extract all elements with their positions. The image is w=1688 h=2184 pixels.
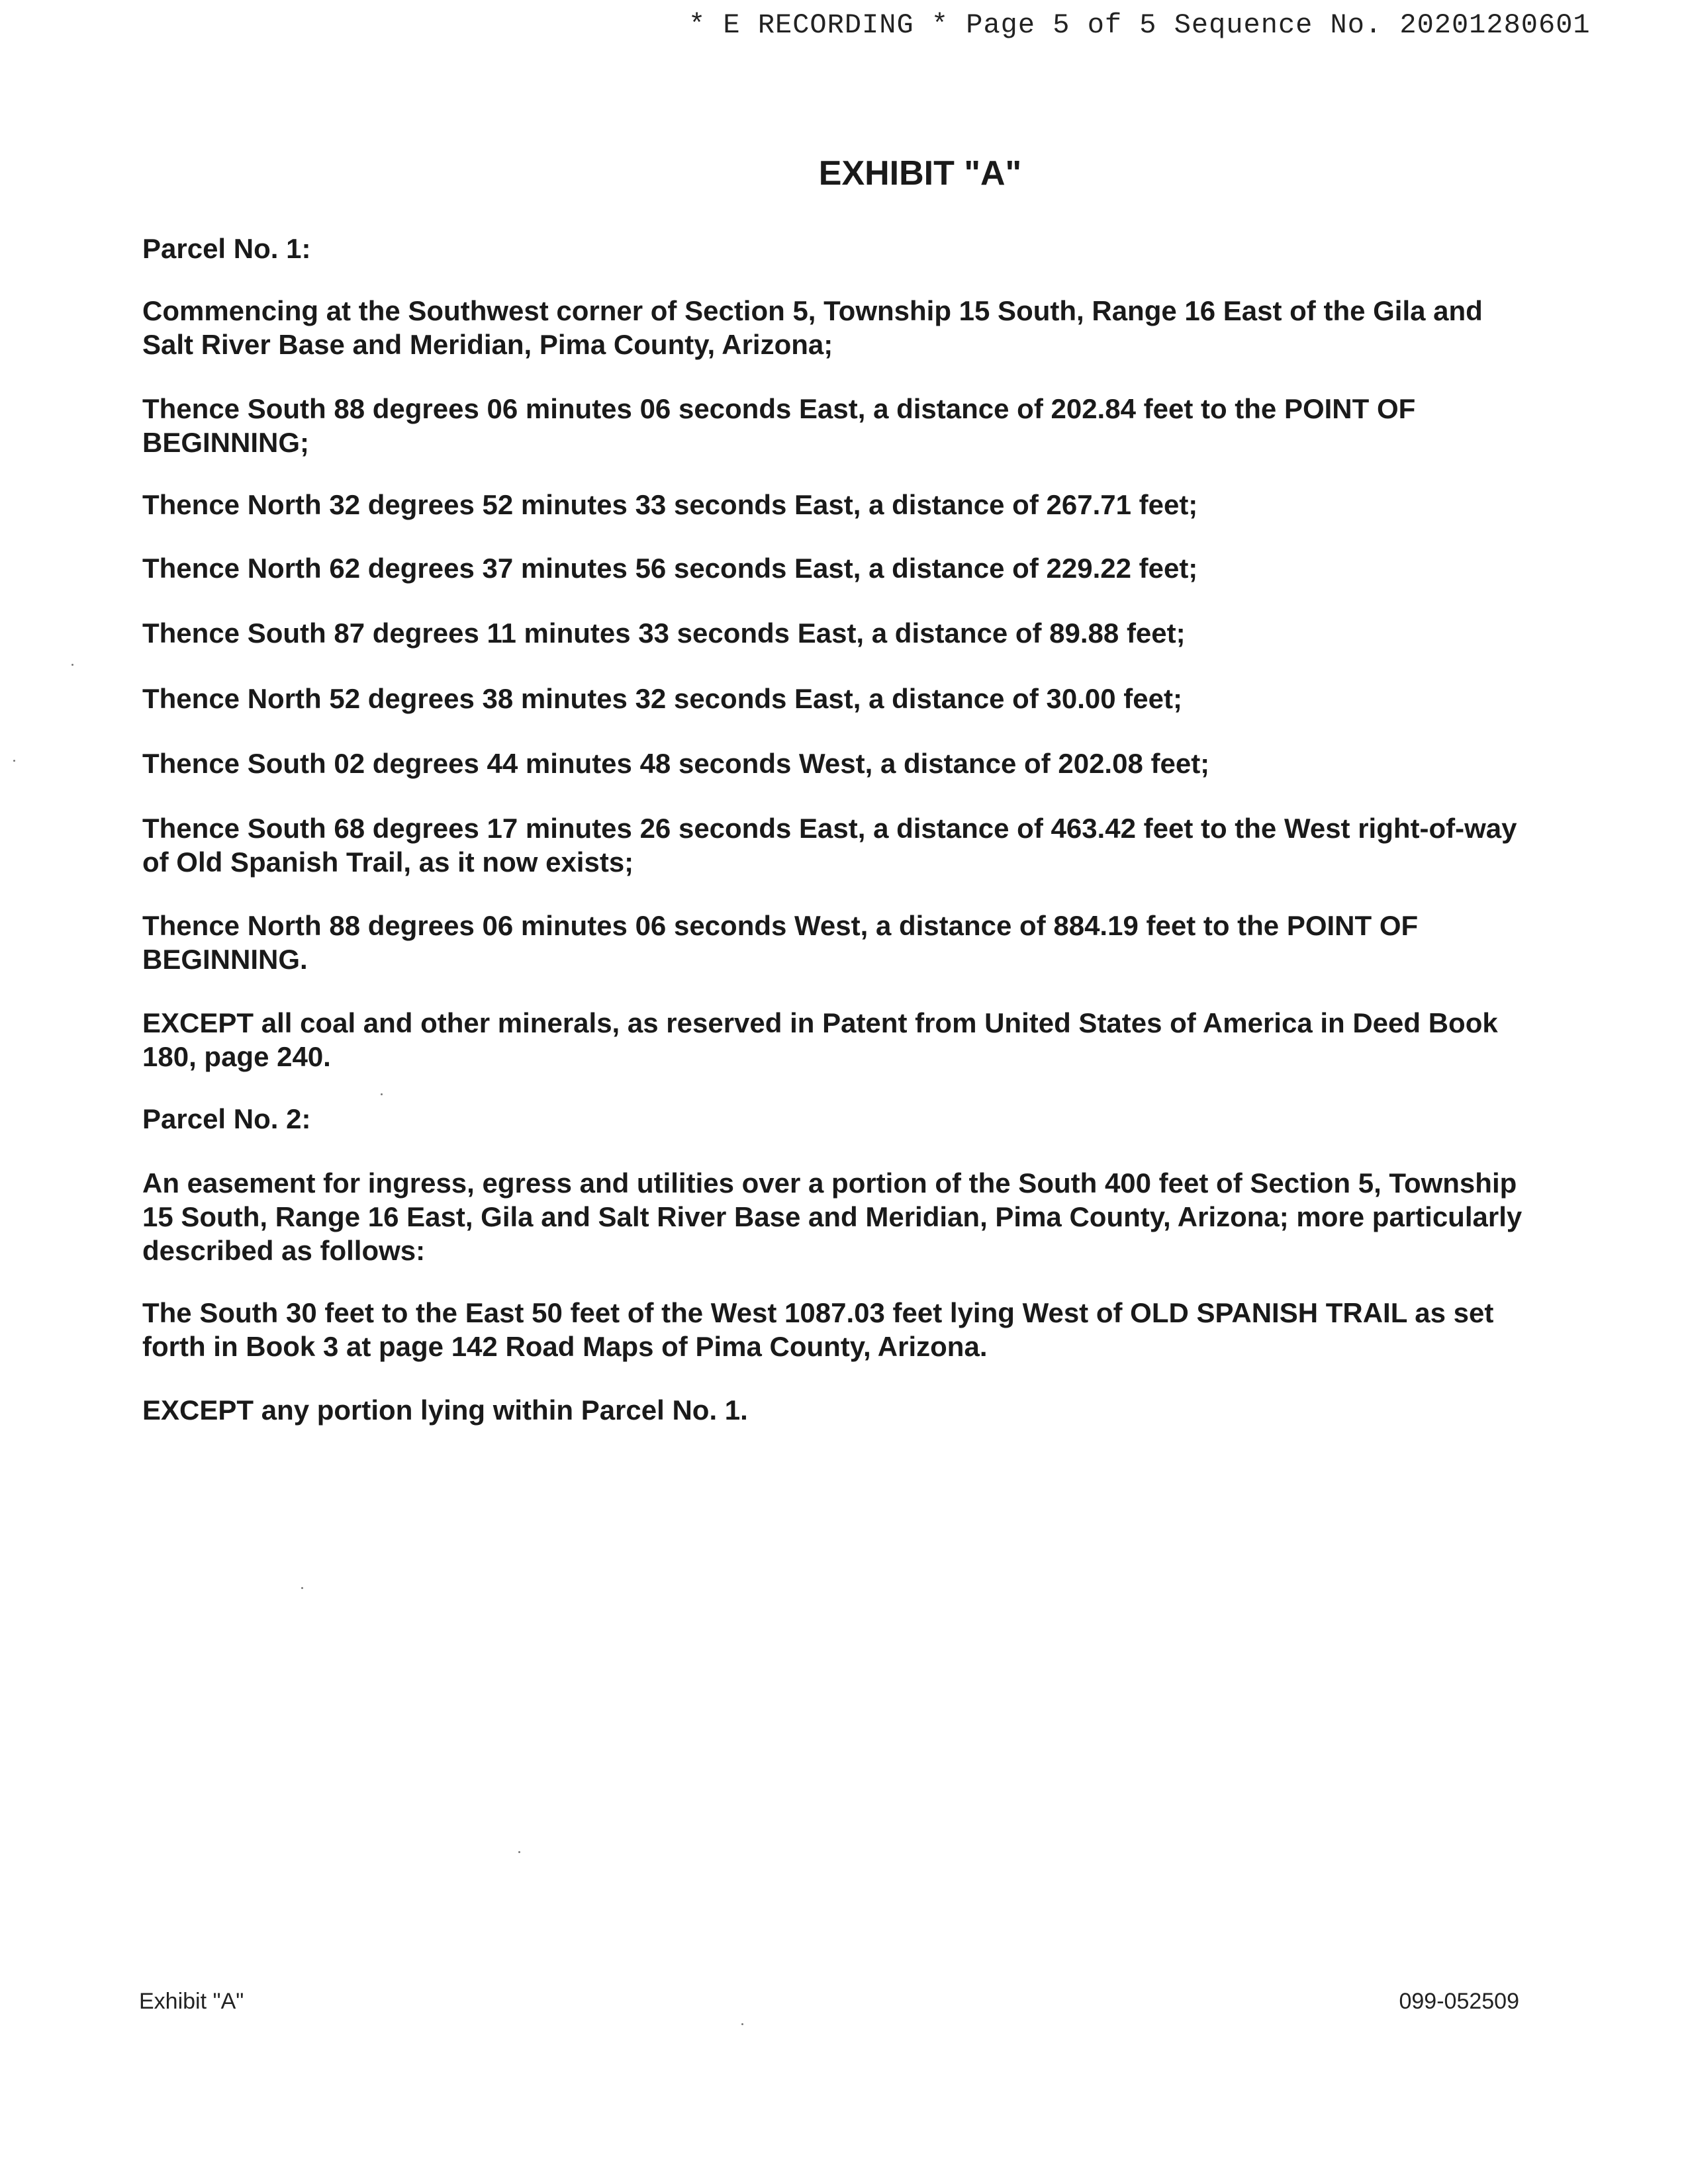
parcel-1-heading: Parcel No. 1:	[142, 233, 311, 264]
footer-exhibit-label: Exhibit "A"	[139, 1989, 244, 2014]
exhibit-title: EXHIBIT "A"	[818, 154, 1022, 193]
paragraph-commencing: Commencing at the Southwest corner of Section 5, Township 15 South, Range 16 East of the Gila and Salt River Base and Meridian, Pima County, Arizona;	[142, 295, 1483, 360]
paragraph-call-5: Thence North 52 degrees 38 minutes 32 seconds East, a distance of 30.00 feet;	[142, 683, 1182, 714]
paragraph-call-3: Thence North 62 degrees 37 minutes 56 seconds East, a distance of 229.22 feet;	[142, 553, 1198, 584]
scan-speck	[741, 2023, 743, 2025]
scan-speck	[518, 1851, 520, 1853]
paragraph-easement: An easement for ingress, egress and utilities over a portion of the South 400 feet of Section 5, Township 15 South, Range 16 East, Gila and Salt River Base and Meridian, Pima County, Arizona; more particularly described as follows:	[142, 1167, 1523, 1266]
footer-document-number: 099-052509	[1399, 1989, 1519, 2014]
scan-speck	[13, 760, 15, 762]
paragraph-call-4: Thence South 87 degrees 11 minutes 33 seconds East, a distance of 89.88 feet;	[142, 617, 1186, 649]
paragraph-except-parcel-1: EXCEPT any portion lying within Parcel No. 1.	[142, 1394, 748, 1426]
paragraph-call-8: Thence North 88 degrees 06 minutes 06 seconds West, a distance of 884.19 feet to the POINT OF BEGINNING.	[142, 910, 1419, 975]
paragraph-call-6: Thence South 02 degrees 44 minutes 48 seconds West, a distance of 202.08 feet;	[142, 748, 1210, 779]
recording-header: * E RECORDING * Page 5 of 5 Sequence No. 20201280601	[688, 9, 1591, 41]
scan-speck	[71, 664, 73, 666]
paragraph-call-7: Thence South 68 degrees 17 minutes 26 seconds East, a distance of 463.42 feet to the West right-of-way of Old Spanish Trail, as it now exists;	[142, 813, 1517, 878]
paragraph-easement-description: The South 30 feet to the East 50 feet of the West 1087.03 feet lying West of OLD SPANISH TRAIL as set forth in Book 3 at page 142 Road Maps of Pima County, Arizona.	[142, 1297, 1494, 1362]
parcel-2-heading: Parcel No. 2:	[142, 1103, 311, 1134]
paragraph-call-1: Thence South 88 degrees 06 minutes 06 seconds East, a distance of 202.84 feet to the POINT OF BEGINNING;	[142, 393, 1416, 458]
scan-speck	[301, 1587, 303, 1589]
scan-speck	[381, 1093, 383, 1095]
paragraph-except-minerals: EXCEPT all coal and other minerals, as reserved in Patent from United States of America in Deed Book 180, page 240.	[142, 1007, 1498, 1072]
paragraph-call-2: Thence North 32 degrees 52 minutes 33 seconds East, a distance of 267.71 feet;	[142, 489, 1198, 520]
